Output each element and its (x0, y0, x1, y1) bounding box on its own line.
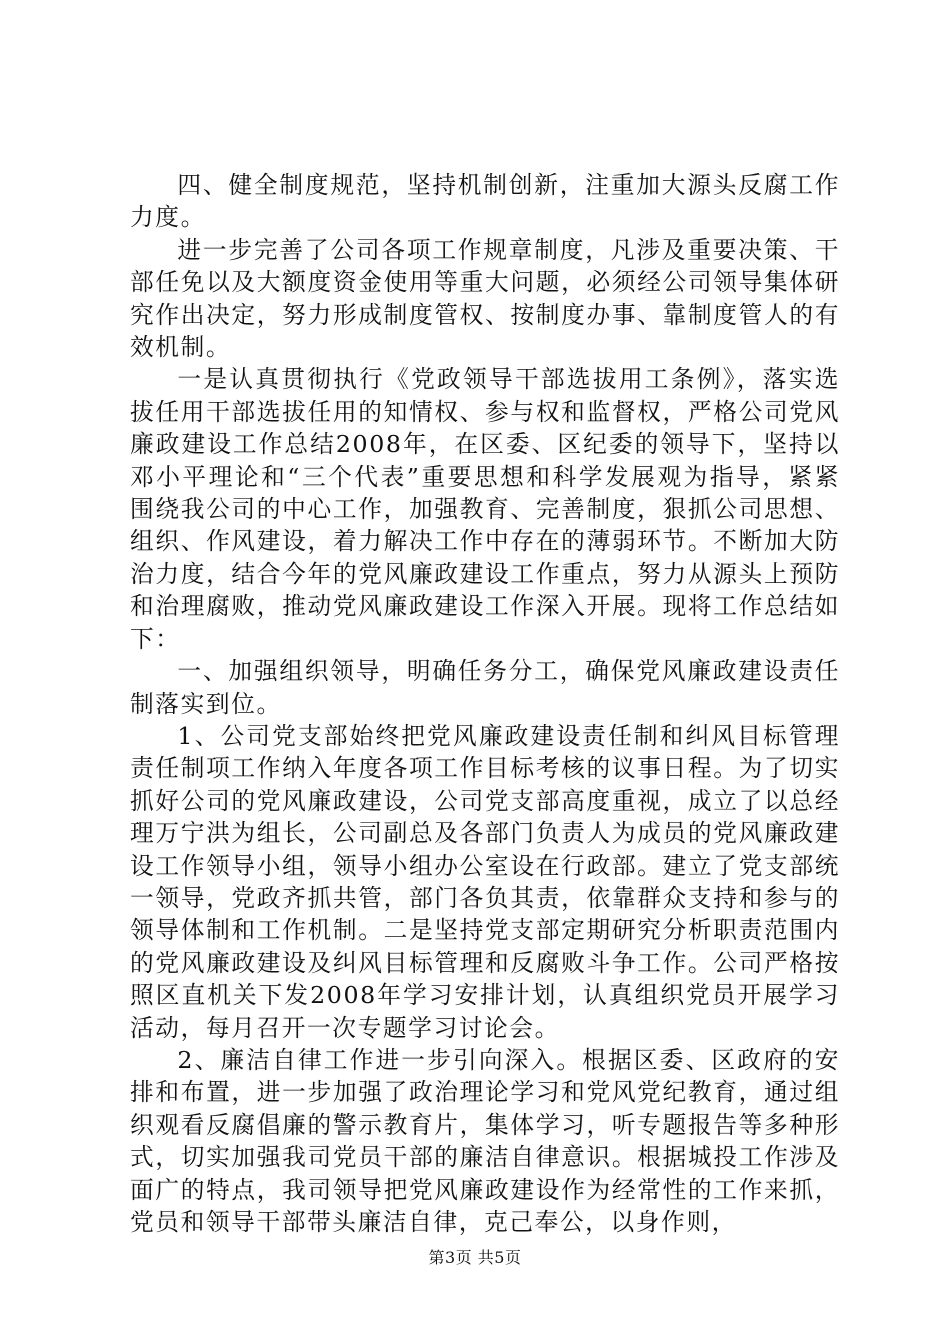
document-body (130, 169, 840, 1238)
paragraph-section-four-heading: 四、健全制度规范，坚持机制创新，注重加大源头反腐工作力度。 (130, 171, 840, 232)
paragraph-section-one-heading: 一、加强组织领导，明确任务分工，确保党风廉政建设责任制落实到位。 (130, 657, 840, 718)
page-number-footer: 第3页 共5页 (428, 1248, 522, 1267)
paragraph-rules-improvement: 进一步完善了公司各项工作规章制度，凡涉及重要决策、干部任免以及大额度资金使用等重大问题，必须经公司领导集体研究作出决定，努力形成制度管权、按制度办事、靠制度管人的有效机制。 (130, 235, 840, 362)
paragraph-cadre-selection: 一是认真贯彻执行《党政领导干部选拔用工条例》，落实选拔任用干部选拔任用的知情权、参与权和监督权，严格公司党风廉政建设工作总结2008年，在区委、区纪委的领导下，坚持以邓小平理论和“三个代表”重要思想和科学发展观为指导，紧紧围绕我公司的中心工作，加强教育、完善制度，狠抓公司思想、组织、作风建设，着力解决工作中存在的薄弱环节。不断加大防治力度，结合今年的党风廉政建设工作重点，努力从源头上预防和治理腐败，推动党风廉政建设工作深入开展。现将工作总结如下： (130, 365, 840, 653)
paragraph-item-two: 2、廉洁自律工作进一步引向深入。根据区委、区政府的安排和布置，进一步加强了政治理论学习和党风党纪教育，通过组织观看反腐倡廉的警示教育片，集体学习，听专题报告等多种形式，切实加强我司党员干部的廉洁自律意识。根据城投工作涉及面广的特点，我司领导把党风廉政建设作为经常性的工作来抓，党员和领导干部带头廉洁自律，克己奉公，以身作则， (130, 1045, 840, 1236)
paragraph-item-one: 1、公司党支部始终把党风廉政建设责任制和纠风目标管理责任制项工作纳入年度各项工作目标考核的议事日程。为了切实抓好公司的党风廉政建设，公司党支部高度重视，成立了以总经理万宁洪为组长，公司副总及各部门负责人为成员的党风廉政建设工作领导小组，领导小组办公室设在行政部。建立了党支部统一领导，党政齐抓共管，部门各负其责，依靠群众支持和参与的领导体制和工作机制。二是坚持党支部定期研究分析职责范围内的党风廉政建设及纠风目标管理和反腐败斗争工作。公司严格按照区直机关下发2008年学习安排计划，认真组织党员开展学习活动，每月召开一次专题学习讨论会。 (130, 721, 840, 1042)
